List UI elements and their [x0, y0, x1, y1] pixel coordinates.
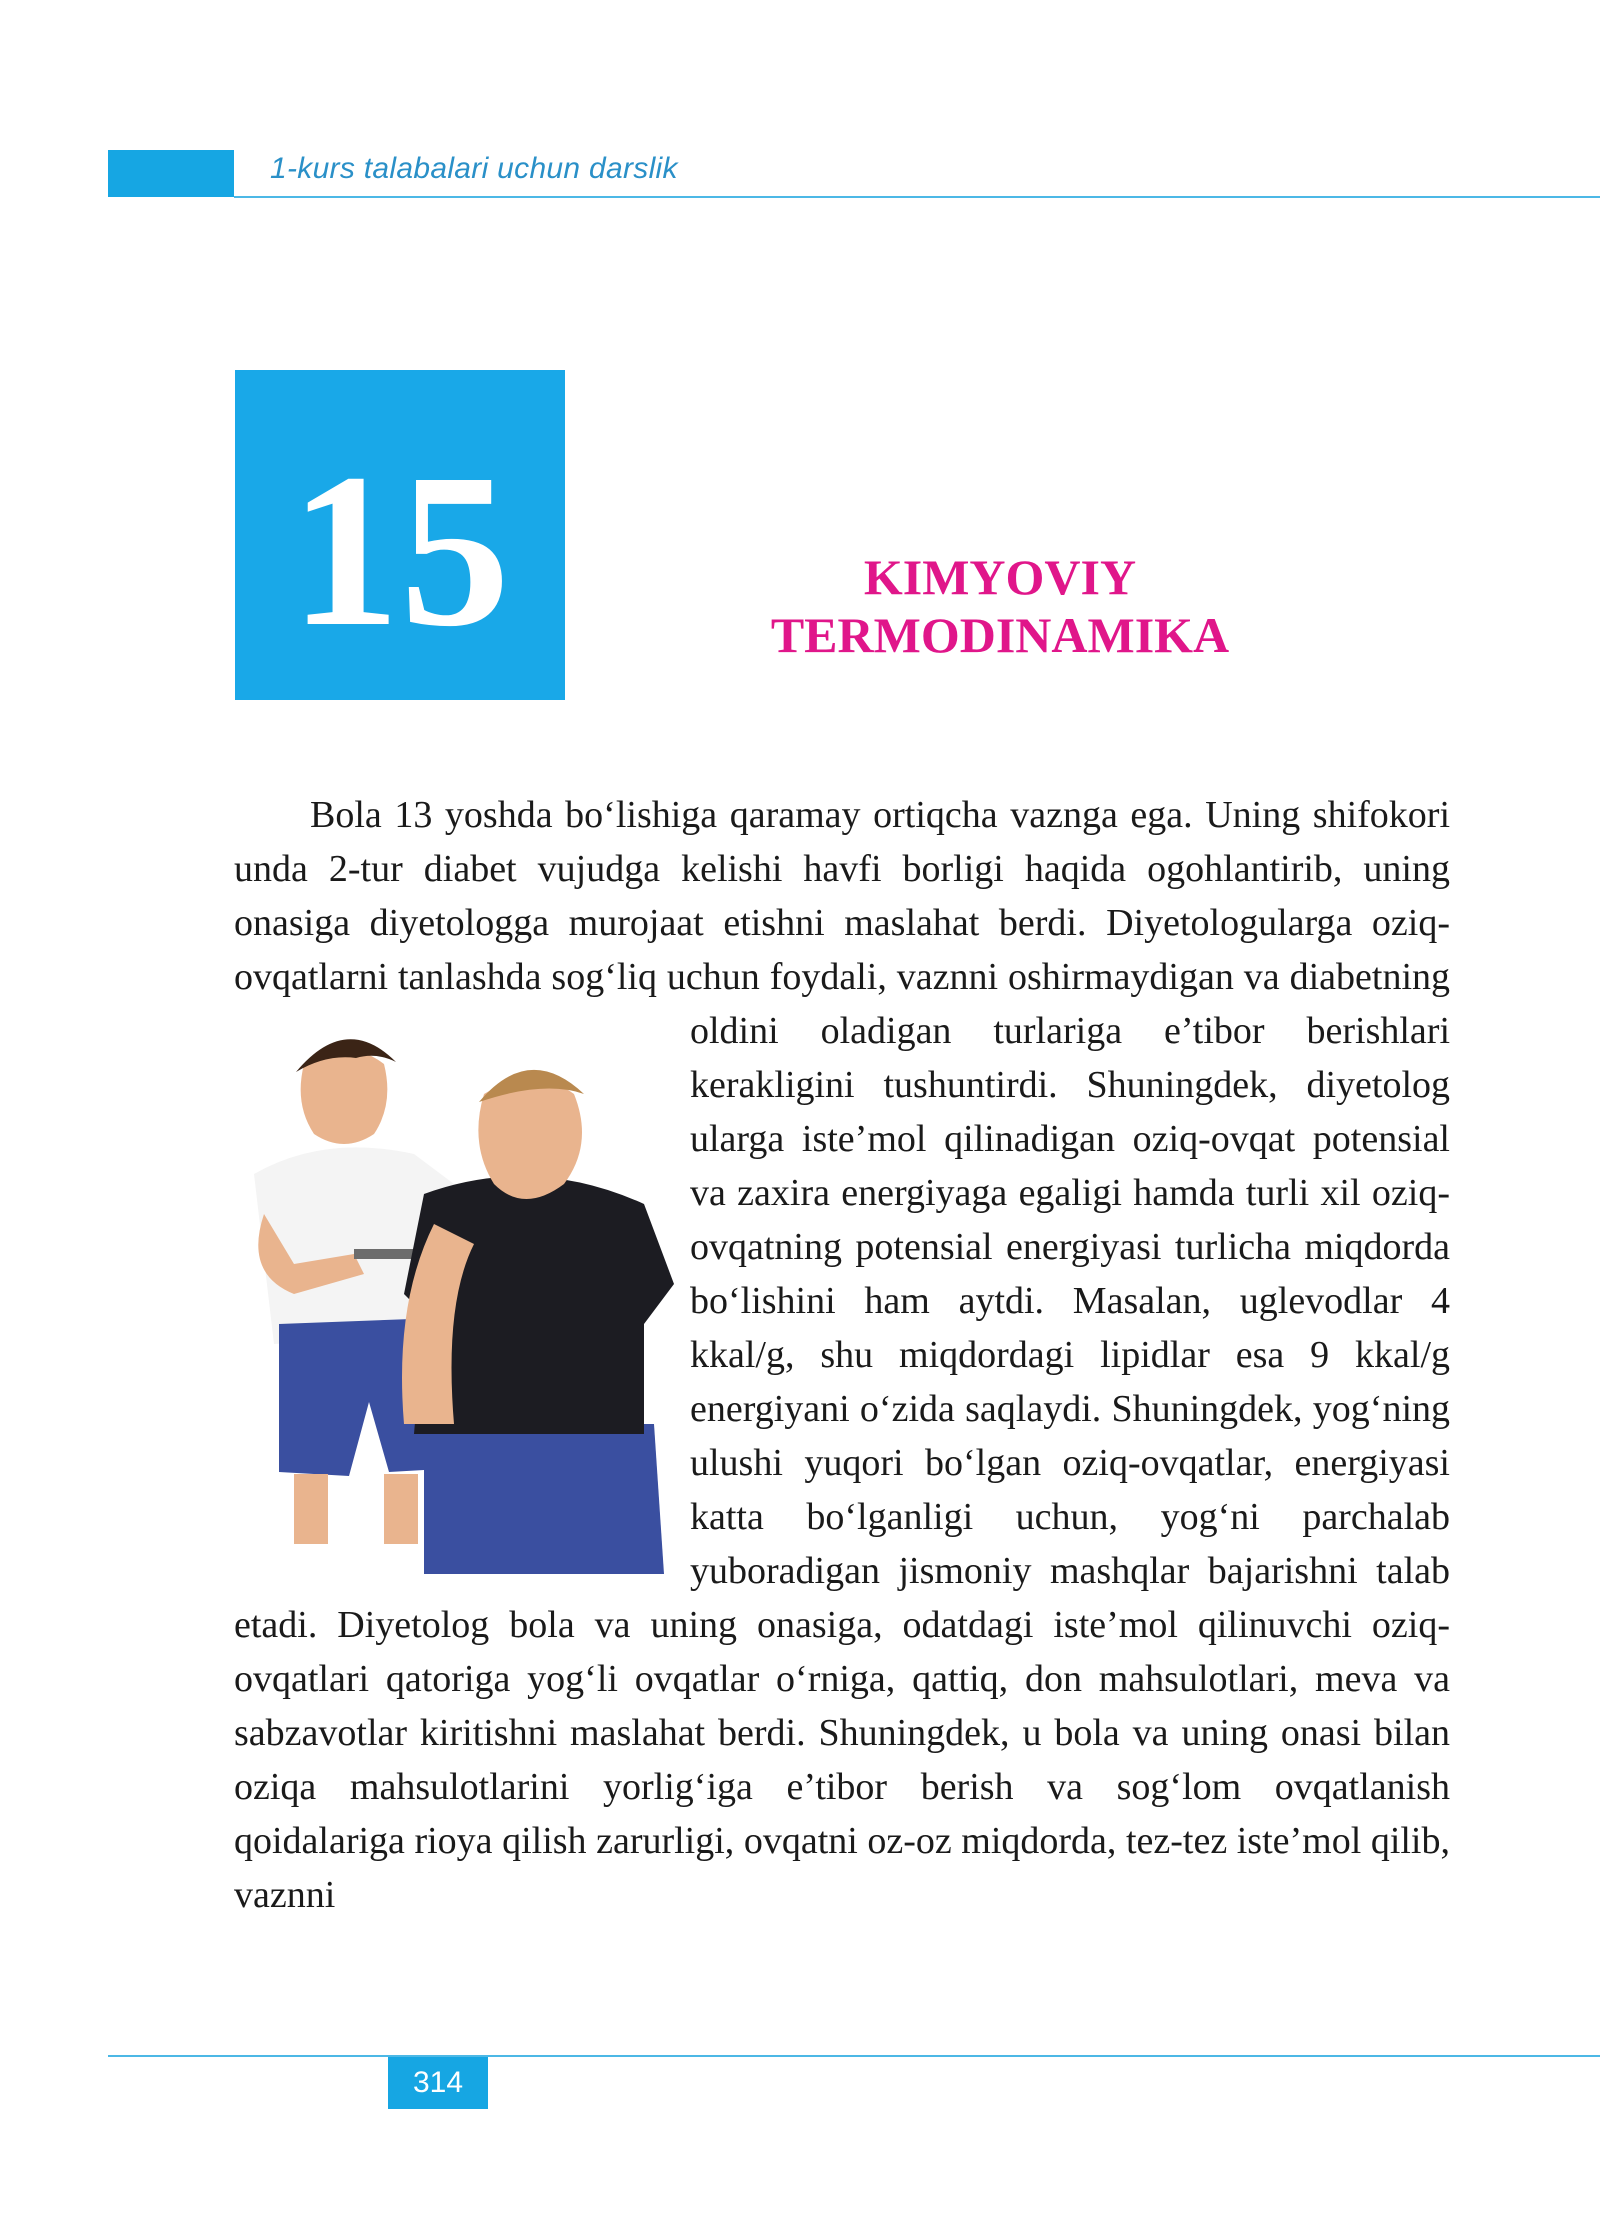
running-title: 1-kurs talabalari uchun darslik: [270, 152, 678, 185]
header-rule: [234, 196, 1600, 198]
chapter-title: [680, 548, 1320, 664]
header-color-block: [108, 150, 234, 197]
chapter-title-line-2: TERMODINAMIKA: [770, 607, 1230, 663]
footer-rule: [108, 2055, 1600, 2057]
body-text: [234, 788, 1450, 1922]
boy-figure: [402, 1070, 674, 1574]
chapter-title-line-1: KIMYOVIY: [863, 549, 1137, 605]
photo-illustration: [234, 1024, 674, 1574]
illustration-figure: [234, 788, 690, 1574]
chapter-number-box: [235, 370, 565, 700]
page-number: 314: [388, 2057, 488, 2109]
chapter-number: 15: [290, 428, 510, 672]
body-paragraph: Bola 13 yoshda bo‘lishiga qaramay ortiqcha vaznga ega. Uning shifokori unda 2-tur diabet vujudga kelishi havfi borligi haqida ogohlantirib, uning onasiga diyetologga murojaat etishni maslahat berdi. Diyetologularga oziq-ovqatlarni tanlashda sog‘liq uchun foydali, vaznni oshirmaydigan va diabetning oldini oladigan turlariga e’tibor berishlari kerakligini tushuntirdi. Shuningdek, diyetolog ularga iste’mol qilinadigan oziq-ovqat potensial va zaxira energiyaga egaligi hamda turli xil oziq-ovqatning potensial energiyasi turlicha miqdorda bo‘lishini ham aytdi. Masalan, uglevodlar 4 kkal/g, shu miqdordagi lipidlar esa 9 kkal/g energiyani o‘zida saqlaydi. Shuningdek, yog‘ning ulushi yuqori bo‘lgan oziq-ovqatlar, energiyasi katta bo‘lganligi uchun, yog‘ni parchalab yuboradigan jismoniy mashqlar bajarishni talab etadi. Diyetolog bola va uning onasiga, odatdagi iste’mol qilinuvchi oziq-ovqatlari qatoriga yog‘li ovqatlar o‘rniga, qattiq, don mahsulotlari, meva va sabzavotlar kiritishni maslahat berdi. Shuningdek, u bola va uning onasi bilan oziqa mahsulotlarini yorlig‘iga e’tibor berish va sog‘lom ovqatlanish qoidalariga rioya qilish zarurligi, ovqatni oz-oz miqdorda, tez-tez iste’mol qilib, vaznni: [234, 794, 1450, 1916]
